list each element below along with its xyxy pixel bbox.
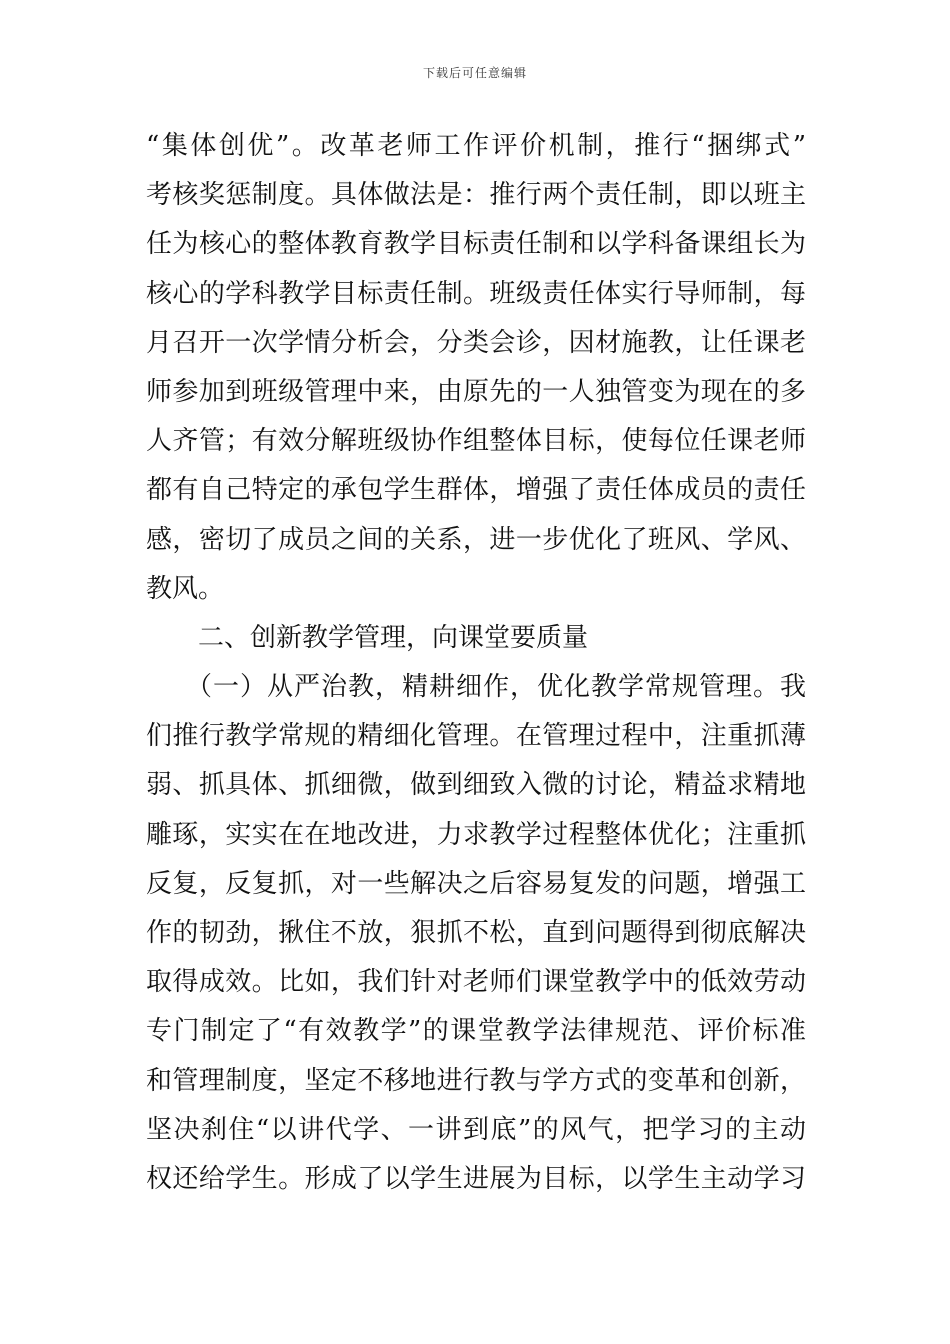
- text-line: 坚决刹住“以讲代学、一讲到底”的风气，把学习的主动: [146, 1114, 806, 1145]
- text-line: 师参加到班级管理中来，由原先的一人独管变为现在的多: [146, 376, 806, 407]
- text-line: 核心的学科教学目标责任制。班级责任体实行导师制，每: [146, 278, 806, 309]
- text-line: “集体创优”。改革老师工作评价机制，推行“捆绑式”: [146, 131, 806, 161]
- page-header: 下载后可任意编辑: [422, 66, 527, 80]
- text-line: 雕琢，实实在在地改进，力求教学过程整体优化；注重抓: [146, 819, 806, 850]
- text-line: 感，密切了成员之间的关系，进一步优化了班风、学风、: [146, 524, 806, 555]
- text-line: 们推行教学常规的精细化管理。在管理过程中，注重抓薄: [146, 721, 806, 752]
- text-line: 取得成效。比如，我们针对老师们课堂教学中的低效劳动: [146, 967, 806, 998]
- text-line: 人齐管；有效分解班级协作组整体目标，使每位任课老师: [146, 426, 806, 457]
- text-line: 都有自己特定的承包学生群体，增强了责任体成员的责任: [146, 475, 806, 506]
- text-line: 考核奖惩制度。具体做法是：推行两个责任制，即以班主: [146, 180, 806, 211]
- section-heading: 二、创新教学管理，向课堂要质量: [198, 622, 589, 653]
- text-line: 任为核心的整体教育教学目标责任制和以学科备课组长为: [146, 229, 806, 260]
- text-line: 反复，反复抓，对一些解决之后容易复发的问题，增强工: [146, 868, 806, 899]
- text-line: 作的韧劲，揪住不放，狠抓不松，直到问题得到彻底解决: [146, 918, 806, 948]
- text-line: 权还给学生。形成了以学生进展为目标，以学生主动学习: [146, 1163, 806, 1194]
- text-line: 专门制定了“有效教学”的课堂教学法律规范、评价标准: [146, 1016, 806, 1047]
- document-body: [146, 122, 806, 1204]
- subsection-heading-line: （一）从严治教，精耕细作，优化教学常规管理。我: [186, 672, 806, 703]
- text-line: 教风。: [146, 573, 225, 604]
- text-line: 和管理制度，坚定不移地进行教与学方式的变革和创新，: [146, 1065, 806, 1096]
- text-line: 弱、抓具体、抓细微，做到细致入微的讨论，精益求精地: [146, 770, 806, 801]
- text-line: 月召开一次学情分析会，分类会诊，因材施教，让任课老: [146, 327, 806, 358]
